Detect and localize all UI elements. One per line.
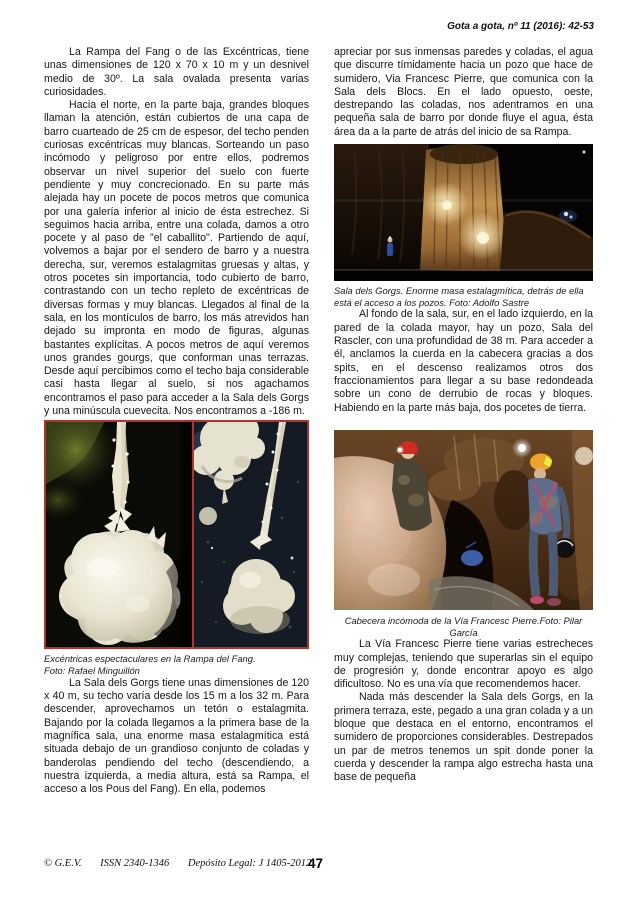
copyright-text: © G.E.V. (44, 858, 82, 869)
left-column (44, 46, 309, 796)
excentricas-photo-frame (44, 420, 309, 649)
body-paragraph: apreciar por sus inmensas paredes y coladas, el agua que discurre tímidamente hacia un pozo que hace de sumidero, Via Francesc Pierre, que comunica con la Sala dels Blocs. En el lado opuesto, oeste, destrepando las coladas, nos adentramos en una pequeña sala de barro por donde fluye el agua, ésta área da a la parte de atrás del inicio de sa Rampa. (334, 46, 593, 138)
figure-caption (44, 653, 309, 676)
page-number: 47 (308, 856, 324, 871)
body-paragraph: Hacia el norte, en la parte baja, grandes bloques llaman la atención, están cubiertos de una capa de barro cuarteado de 25 cm de espesor, del techo penden curiosas excéntricas muy blancas. Sorteando un paso incómodo y peligroso por entre ellos, podremos observar un nivel superior del suelo con fuerte pendiente y muy concrecionado. En su parte más alejada hay un pocete de pocos metros que comunica por una galería inferior al inicio de ésta estrechez. Si seguimos hacia arriba, entre una colada, damos a otro pocete y al paso de "el caballito". Partiendo de aquí, volvemos a bajar por el sendero de barro y a nuestra derecha, sur, veremos estalagmitas gruesas y altas, y otros pocetes sin importancia, todo cubierto de barro, contrastando con un techo repleto de excéntricas de diversas formas y muy blancas. Llegados al final de la sala, en los montículos de barro, los más atrevidos han dejado su impronta en modo de figuras, algunas bastantes explícitas. A pocos metros de aquí veremos unos grandes gourgs, que conforman unas terrazas. Desde aquí percibimos como el techo baja considerable casi hasta llegar al suelo, si nos agachamos encontramos el paso para acceder a la Sala dels Gorgs y una minúscula cuevecita. Nos encontramos a -186 m. (44, 99, 309, 418)
caption-credit: Foto: Rafael Minguillón (44, 665, 140, 677)
issn-text: ISSN 2340-1346 (100, 858, 170, 869)
figure-caption: Cabecera incómoda de la Vía Francesc Pierre.Foto: Pilar García (344, 614, 583, 638)
sala-gorgs-photo (334, 144, 593, 281)
figure-francesc-pierre (334, 430, 593, 638)
francesc-pierre-photo (334, 430, 593, 610)
columns (44, 46, 593, 796)
right-column (334, 46, 593, 796)
excentricas-photo-left (46, 422, 192, 647)
page-footer (44, 858, 604, 869)
body-paragraph: Nada más descender la Sala dels Gorgs, en la primera terraza, este, pegado a una gran colada y a un bloque que destaca en el entorno, encontramos el sumidero de proporciones considerables. Destrepados un par de metros tenemos un spit donde poner la cuerda y descender la rampa algo estrecha hasta una base de pequeña (334, 691, 593, 784)
body-paragraph: La Vía Francesc Pierre tiene varias estrecheces muy complejas, teniendo que superarlas sin el equipo de progresión y, donde encontrar apoyo es algo dificultoso. No es una vía que recomendemos hacer. (334, 638, 593, 691)
body-paragraph: La Rampa del Fang o de las Excéntricas, tiene unas dimensiones de 120 x 70 x 10 m y un desnivel medio de 30º. La sala ovalada presenta varias curiosidades. (44, 46, 309, 98)
caption-line: Excéntricas espectaculares en la Rampa del Fang. (44, 653, 256, 665)
running-head: Gota a gota, nº 11 (2016): 42-53 (447, 21, 594, 32)
excentricas-photo-right (194, 422, 307, 647)
body-paragraph: La Sala dels Gorgs tiene unas dimensiones de 120 x 40 m, su techo varía desde los 15 m a los 32 m. Para descender, aprovechamos un tetón o estalagmita. Bajando por la colada llegamos a la primera base de la magnífica sala, una enorme masa estalagmítica está situada debajo de un grandioso conjunto de coladas y banderolas pendiendo del techo (descendiendo, a nuestra izquierda, a media altura, está sa Rampa, el acceso a los Pous del Fang). En ella, podemos (44, 676, 309, 796)
figure-sala-gorgs (334, 144, 593, 308)
figure-caption: Sala dels Gorgs. Enorme masa estalagmítica, detrás de ella está el acceso a los pozos. Foto: Adolfo Sastre (334, 285, 584, 308)
legal-text: Depósito Legal: J 1405-2012 (187, 858, 312, 869)
body-paragraph: Al fondo de la sala, sur, en el lado izquierdo, en la pared de la colada mayor, hay un pozo, Sala del Rascler, con una profundidad de 38 m. Para acceder a él, anclamos la cuerda en la cabecera gracias a dos spits, en el descenso realizamos otros dos fraccionamientos para llegar a su base redondeada sobre un cono de derrubio de rocas y bloques. Habiendo en la parte más baja, dos pocetes de tierra. (334, 308, 593, 414)
figure-excentricas (44, 420, 309, 676)
